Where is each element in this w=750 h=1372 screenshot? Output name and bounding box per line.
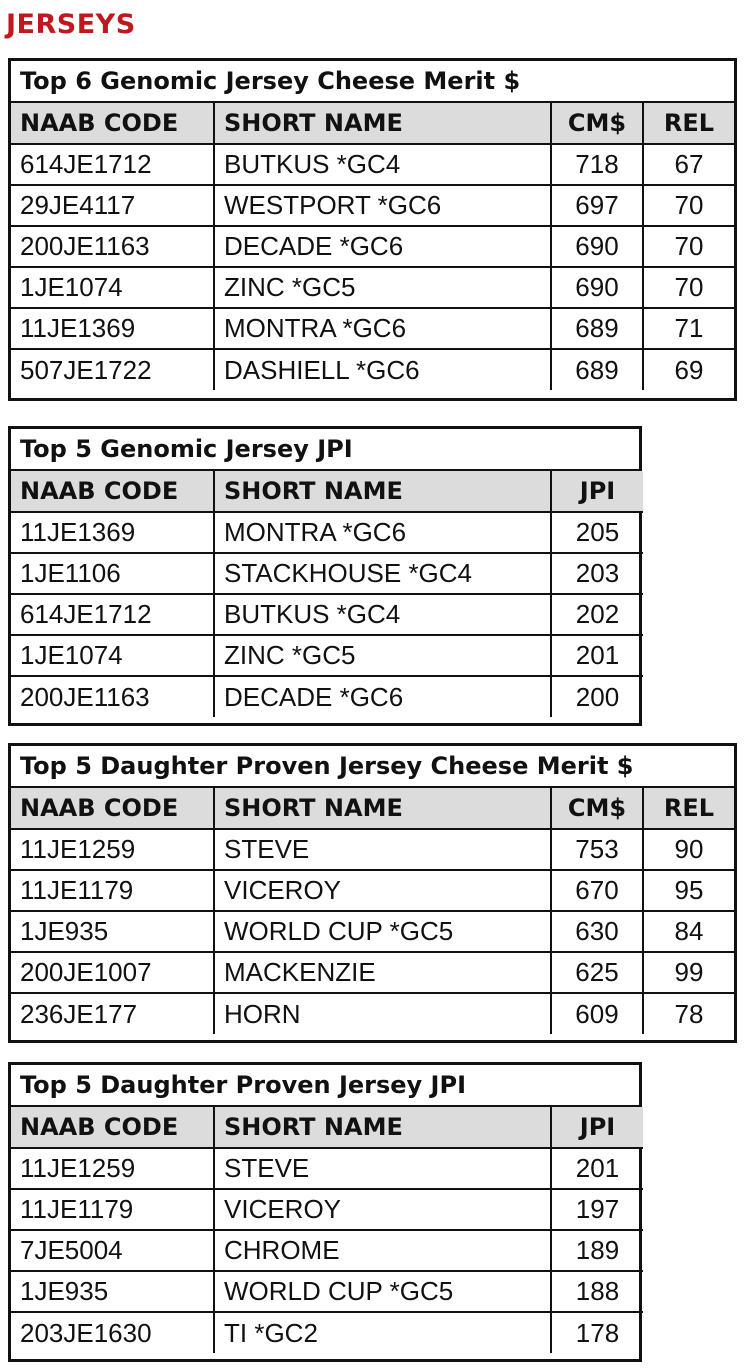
naab-code-cell: 203JE1630	[11, 1312, 214, 1353]
naab-code-cell: 236JE177	[11, 993, 214, 1034]
table-row	[11, 1312, 643, 1353]
table-row	[11, 676, 643, 717]
short-name-cell: MONTRA *GC6	[214, 512, 551, 553]
table-row	[11, 226, 734, 267]
table-row	[11, 952, 734, 993]
column-header-short-name: SHORT NAME	[214, 471, 551, 512]
column-header-rel: REL	[643, 788, 734, 829]
table-row	[11, 829, 734, 870]
table-title: Top 5 Daughter Proven Jersey JPI	[11, 1065, 639, 1107]
column-header-cm: CM$	[551, 103, 643, 144]
header-row	[11, 471, 643, 512]
short-name-cell: VICEROY	[214, 870, 551, 911]
short-name-cell: MONTRA *GC6	[214, 308, 551, 349]
column-header-naab-code: NAAB CODE	[11, 103, 214, 144]
column-header-naab-code: NAAB CODE	[11, 1107, 214, 1148]
table-title: Top 5 Daughter Proven Jersey Cheese Merit $	[11, 746, 734, 788]
table-row	[11, 635, 643, 676]
short-name-cell: MACKENZIE	[214, 952, 551, 993]
data-table	[11, 788, 734, 1034]
naab-code-cell: 1JE1074	[11, 635, 214, 676]
naab-code-cell: 11JE1369	[11, 512, 214, 553]
short-name-cell: STEVE	[214, 1148, 551, 1189]
rel-cell: 90	[643, 829, 734, 870]
short-name-cell: ZINC *GC5	[214, 635, 551, 676]
jpi-cell: 205	[551, 512, 643, 553]
column-header-short-name: SHORT NAME	[214, 103, 551, 144]
table-row	[11, 308, 734, 349]
short-name-cell: WORLD CUP *GC5	[214, 1271, 551, 1312]
table-row	[11, 144, 734, 185]
naab-code-cell: 29JE4117	[11, 185, 214, 226]
short-name-cell: STACKHOUSE *GC4	[214, 553, 551, 594]
cm-cell: 697	[551, 185, 643, 226]
table-row	[11, 349, 734, 390]
rel-cell: 70	[643, 185, 734, 226]
naab-code-cell: 11JE1369	[11, 308, 214, 349]
top-genomic-cheese-merit-table	[8, 58, 737, 401]
cm-cell: 670	[551, 870, 643, 911]
rel-cell: 95	[643, 870, 734, 911]
naab-code-cell: 1JE935	[11, 911, 214, 952]
short-name-cell: WESTPORT *GC6	[214, 185, 551, 226]
table-row	[11, 512, 643, 553]
table-row	[11, 911, 734, 952]
cm-cell: 689	[551, 349, 643, 390]
header-row	[11, 1107, 643, 1148]
short-name-cell: DASHIELL *GC6	[214, 349, 551, 390]
table-title: Top 5 Genomic Jersey JPI	[11, 429, 639, 471]
short-name-cell: ZINC *GC5	[214, 267, 551, 308]
table-row	[11, 1271, 643, 1312]
cm-cell: 625	[551, 952, 643, 993]
header-row	[11, 788, 734, 829]
naab-code-cell: 507JE1722	[11, 349, 214, 390]
rel-cell: 69	[674, 354, 704, 385]
short-name-cell: CHROME	[214, 1230, 551, 1271]
short-name-cell: HORN	[214, 993, 551, 1034]
naab-code-cell: 200JE1163	[11, 226, 214, 267]
naab-code-cell: 1JE935	[11, 1271, 214, 1312]
table-row	[11, 185, 734, 226]
table-row	[11, 1230, 643, 1271]
data-table	[11, 1107, 643, 1353]
short-name-cell: DECADE *GC6	[214, 676, 551, 717]
cm-cell: 609	[551, 993, 643, 1034]
short-name-cell: BUTKUS *GC4	[214, 594, 551, 635]
jpi-cell: 197	[551, 1189, 643, 1230]
naab-code-cell: 200JE1163	[11, 676, 214, 717]
jpi-cell: 178	[575, 1317, 620, 1348]
cm-cell: 718	[551, 144, 643, 185]
top-daughter-proven-jpi-table	[8, 1062, 642, 1362]
top-daughter-proven-cheese-merit-table	[8, 743, 737, 1043]
table-row	[11, 993, 734, 1034]
rel-cell: 71	[643, 308, 734, 349]
naab-code-cell: 614JE1712	[11, 144, 214, 185]
column-header-naab-code: NAAB CODE	[11, 788, 214, 829]
rel-cell: 70	[643, 267, 734, 308]
table-row	[11, 594, 643, 635]
naab-code-cell: 200JE1007	[11, 952, 214, 993]
column-header-cm: CM$	[551, 788, 643, 829]
table-row	[11, 870, 734, 911]
cm-cell: 690	[551, 226, 643, 267]
table-row	[11, 267, 734, 308]
jpi-cell: 202	[551, 594, 643, 635]
rel-cell: 70	[643, 226, 734, 267]
short-name-cell: DECADE *GC6	[214, 226, 551, 267]
rel-cell: 99	[643, 952, 734, 993]
column-header-rel: REL	[643, 103, 734, 144]
column-header-jpi: JPI	[551, 471, 643, 512]
jpi-cell: 201	[551, 635, 643, 676]
cm-cell: 630	[551, 911, 643, 952]
rel-cell: 78	[674, 998, 704, 1029]
naab-code-cell: 614JE1712	[11, 594, 214, 635]
naab-code-cell: 1JE1074	[11, 267, 214, 308]
rel-cell: 67	[643, 144, 734, 185]
short-name-cell: BUTKUS *GC4	[214, 144, 551, 185]
page-title: JERSEYS	[6, 9, 136, 40]
naab-code-cell: 7JE5004	[11, 1230, 214, 1271]
short-name-cell: VICEROY	[214, 1189, 551, 1230]
cm-cell: 690	[551, 267, 643, 308]
jpi-cell: 201	[551, 1148, 643, 1189]
cm-cell: 689	[551, 308, 643, 349]
column-header-jpi: JPI	[551, 1107, 643, 1148]
jpi-cell: 188	[551, 1271, 643, 1312]
naab-code-cell: 1JE1106	[11, 553, 214, 594]
table-row	[11, 1148, 643, 1189]
short-name-cell: WORLD CUP *GC5	[214, 911, 551, 952]
short-name-cell: TI *GC2	[214, 1312, 551, 1353]
data-table	[11, 103, 734, 390]
rel-cell: 84	[643, 911, 734, 952]
jpi-cell: 200	[575, 681, 620, 712]
table-row	[11, 1189, 643, 1230]
table-row	[11, 553, 643, 594]
naab-code-cell: 11JE1179	[11, 870, 214, 911]
data-table	[11, 471, 643, 717]
short-name-cell: STEVE	[214, 829, 551, 870]
header-row	[11, 103, 734, 144]
naab-code-cell: 11JE1179	[11, 1189, 214, 1230]
jpi-cell: 189	[551, 1230, 643, 1271]
naab-code-cell: 11JE1259	[11, 829, 214, 870]
column-header-short-name: SHORT NAME	[214, 1107, 551, 1148]
jpi-cell: 203	[551, 553, 643, 594]
column-header-naab-code: NAAB CODE	[11, 471, 214, 512]
top-genomic-jpi-table	[8, 426, 642, 726]
naab-code-cell: 11JE1259	[11, 1148, 214, 1189]
column-header-short-name: SHORT NAME	[214, 788, 551, 829]
cm-cell: 753	[551, 829, 643, 870]
table-title: Top 6 Genomic Jersey Cheese Merit $	[11, 61, 734, 103]
